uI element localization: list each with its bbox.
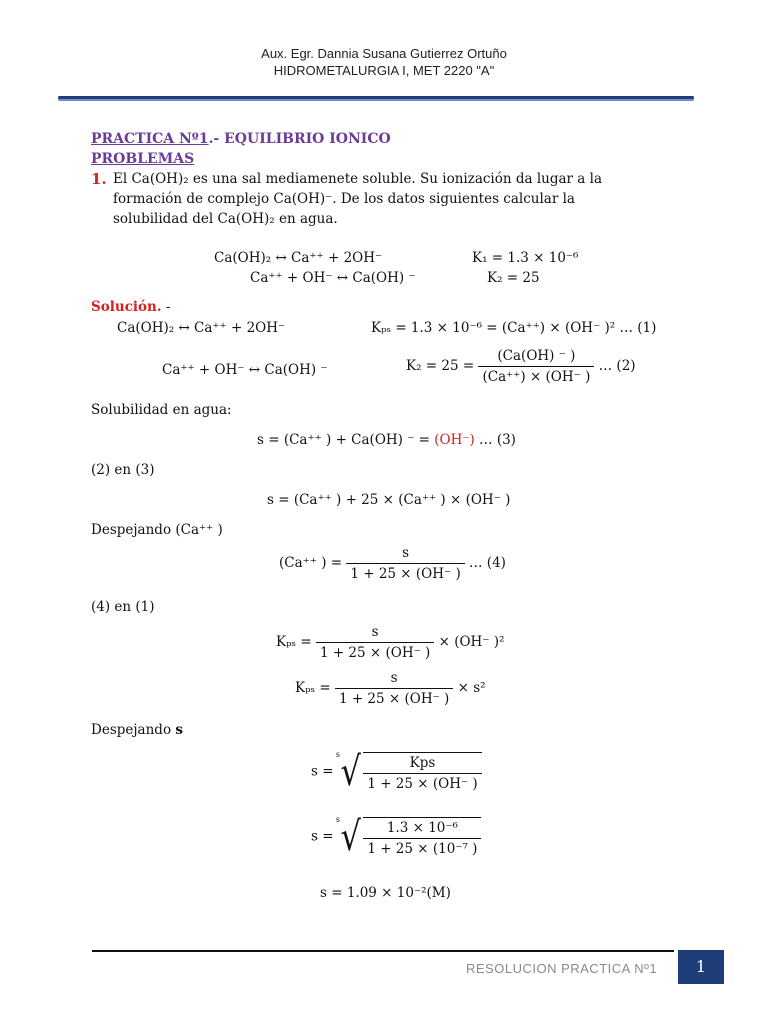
root2-numerator: 1.3 × 10⁻⁶ [363,820,481,839]
root2-index: s [335,815,340,824]
root2-radical [335,814,482,860]
problem-number: 1. [91,170,107,188]
kps2-denominator: 1 + 25 × (OH⁻ ) [338,691,450,707]
root1-denominator: 1 + 25 × (OH⁻ ) [367,776,478,792]
given-k2: K₂ = 25 [487,270,540,286]
kps2-numerator: s [335,670,453,689]
despejando-s-var: s [175,722,183,738]
title-separator: .- [208,131,225,147]
root2-lhs: s = [311,828,334,845]
k2-lhs: K₂ = 25 = [406,358,475,374]
kps-equation-3 [295,670,486,707]
solution-reaction-2: Ca⁺⁺ + OH⁻ ↔ Ca(OH) ⁻ [162,362,328,378]
substitution-4-in-1: (4) en (1) [91,599,155,615]
footer-rule [92,950,674,952]
kps1-tail: × (OH⁻ )² [438,634,505,650]
solubility-label: Solubilidad en agua: [91,402,232,418]
s-eq-part-b: … (3) [474,432,516,448]
k2-fraction [478,348,594,385]
header-rule [58,96,694,99]
kps2-fraction [335,670,453,707]
solution-heading [91,299,170,315]
ca-tag: … (4) [469,555,506,571]
solution-label: Solución. [91,299,162,315]
root1-fraction [363,755,481,792]
k2-denominator: (Ca⁺⁺) × (OH⁻ ) [482,369,591,385]
s-eq-highlight: (OH⁻) [434,432,475,448]
root1-radical [335,749,482,795]
solubility-equation-2: s = (Ca⁺⁺ ) + 25 × (Ca⁺⁺ ) × (OH⁻ ) [267,492,511,508]
k2-numerator: (Ca(OH) ⁻ ) [478,348,594,367]
despejando-s [91,722,183,738]
problem-line-2: formación de complejo Ca(OH)⁻. De los datos siguientes calcular la [113,191,575,207]
header-course: HIDROMETALURGIA I, MET 2220 "A" [273,63,495,78]
ca-numerator: s [346,545,464,564]
ca-lhs: (Ca⁺⁺ ) = [279,555,343,571]
kps-equation-2 [276,624,504,661]
header-author: Aux. Egr. Dannia Susana Gutierrez Ortuño [261,46,507,61]
root2-fraction [363,820,481,857]
ca-denominator: 1 + 25 × (OH⁻ ) [350,566,461,582]
ca-fraction [346,545,464,582]
practice-title [91,131,391,147]
despejando-s-text: Despejando [91,722,176,738]
root1-sign: √ [340,749,361,795]
root1-numerator: Kps [363,755,481,774]
kps2-lhs: Kₚₛ = [295,680,331,696]
k2-equation [406,348,636,385]
kps-equation-1: Kₚₛ = 1.3 × 10⁻⁶ = (Ca⁺⁺) × (OH⁻ )² … (1) [371,320,657,336]
final-result: s = 1.09 × 10⁻²(M) [320,885,451,901]
solution-dash: - [161,299,171,315]
given-reaction-2: Ca⁺⁺ + OH⁻ ↔ Ca(OH) ⁻ [250,270,416,286]
s-eq-part-a: s = (Ca⁺⁺ ) + Ca(OH) ⁻ = [257,432,435,448]
despejando-ca: Despejando (Ca⁺⁺ ) [91,522,223,538]
problem-line-3: solubilidad del Ca(OH)₂ en agua. [113,211,338,227]
ca-equation [279,545,506,582]
root2-body [363,817,481,857]
problems-heading: PROBLEMAS [91,151,195,167]
root-equation-2 [311,814,481,860]
page-number: 1 [678,950,724,984]
root2-denominator: 1 + 25 × (10⁻⁷ ) [367,841,478,857]
root-equation-1 [311,749,482,795]
practice-topic: EQUILIBRIO IONICO [224,131,391,147]
kps2-tail: × s² [457,680,486,696]
root1-body [363,752,481,792]
k2-tag: … (2) [598,358,636,374]
substitution-2-in-3: (2) en (3) [91,462,155,478]
root1-lhs: s = [311,763,334,780]
given-reaction-1: Ca(OH)₂ ↔ Ca⁺⁺ + 2OH⁻ [214,250,383,266]
practice-number: PRACTICA Nº1 [91,131,209,147]
problem-line-1: El Ca(OH)₂ es una sal mediamenete soluble. Su ionización da lugar a la [113,171,602,187]
root2-sign: √ [340,814,361,860]
kps1-numerator: s [316,624,434,643]
kps1-fraction [316,624,434,661]
kps1-lhs: Kₚₛ = [276,634,312,650]
footer-label: RESOLUCION PRACTICA Nº1 [466,961,658,976]
solution-reaction-1: Ca(OH)₂ ↔ Ca⁺⁺ + 2OH⁻ [117,320,286,336]
kps1-denominator: 1 + 25 × (OH⁻ ) [319,645,431,661]
solubility-equation [257,432,516,448]
given-k1: K₁ = 1.3 × 10⁻⁶ [472,250,579,266]
root1-index: s [335,750,340,759]
